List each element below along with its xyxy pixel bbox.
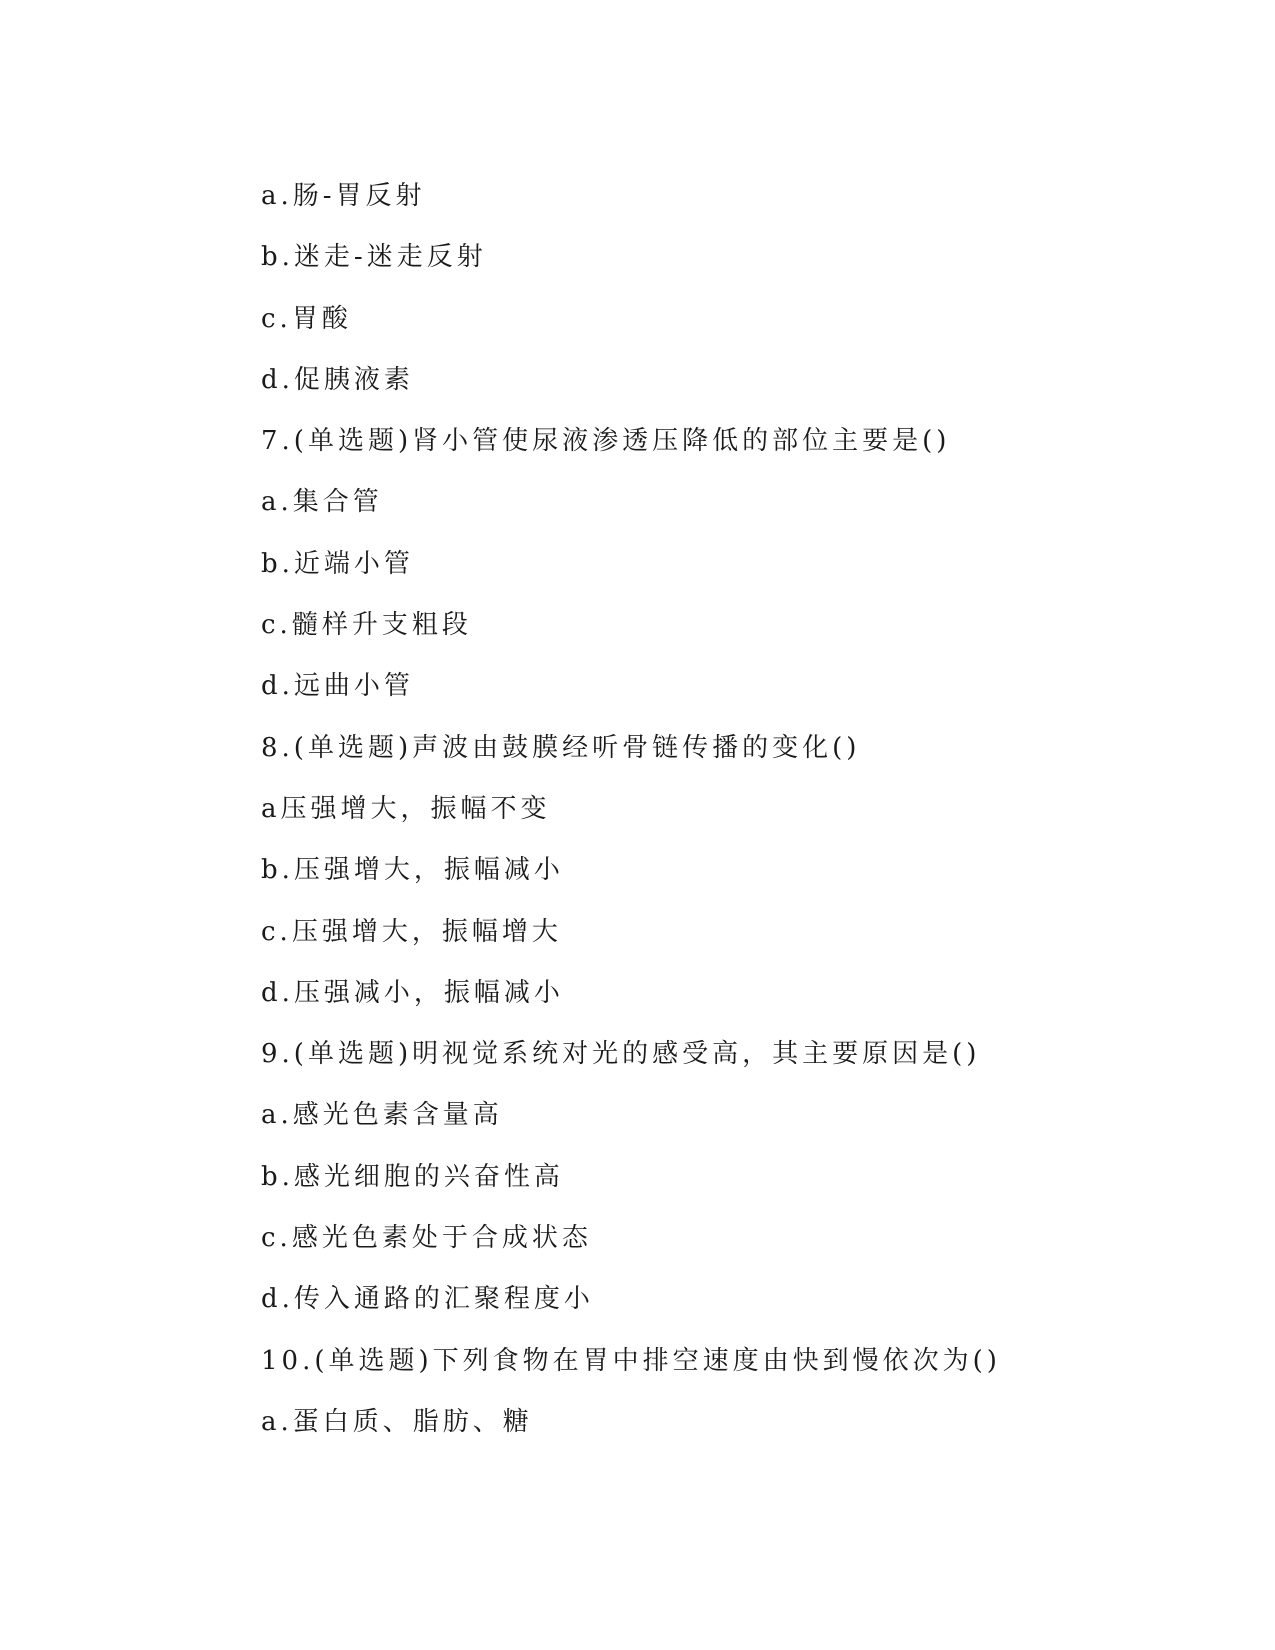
option-d-q6: d.促胰液素: [261, 364, 414, 395]
question-8: 8.(单选题)声波由鼓膜经听骨链传播的变化(): [261, 732, 861, 763]
option-b-q7: b.近端小管: [261, 548, 414, 579]
option-d-q7: d.远曲小管: [261, 671, 414, 702]
option-d-q9: d.传入通路的汇聚程度小: [261, 1284, 594, 1315]
option-c-q6: c.胃酸: [261, 303, 352, 334]
question-9: 9.(单选题)明视觉系统对光的感受高，其主要原因是(): [261, 1039, 981, 1070]
option-a-q8: a压强增大，振幅不变: [261, 793, 551, 824]
option-c-q8: c.压强增大，振幅增大: [261, 916, 562, 947]
option-b-q9: b.感光细胞的兴奋性高: [261, 1161, 564, 1192]
option-c-q9: c.感光色素处于合成状态: [261, 1223, 592, 1254]
option-c-q7: c.髓样升支粗段: [261, 610, 472, 641]
option-a-q9: a.感光色素含量高: [261, 1100, 503, 1131]
option-a-q7: a.集合管: [261, 487, 383, 518]
option-a-q6: a.肠-胃反射: [261, 181, 426, 211]
document-body: [261, 166, 1221, 1453]
option-d-q8: d.压强减小，振幅减小: [261, 977, 564, 1008]
option-b-q8: b.压强增大，振幅减小: [261, 855, 564, 886]
option-a-q10: a.蛋白质、脂肪、糖: [261, 1406, 533, 1437]
question-7: 7.(单选题)肾小管使尿液渗透压降低的部位主要是(): [261, 426, 951, 457]
option-b-q6: b.迷走-迷走反射: [261, 242, 487, 273]
question-10: 10.(单选题)下列食物在胃中排空速度由快到慢依次为(): [261, 1345, 1001, 1376]
